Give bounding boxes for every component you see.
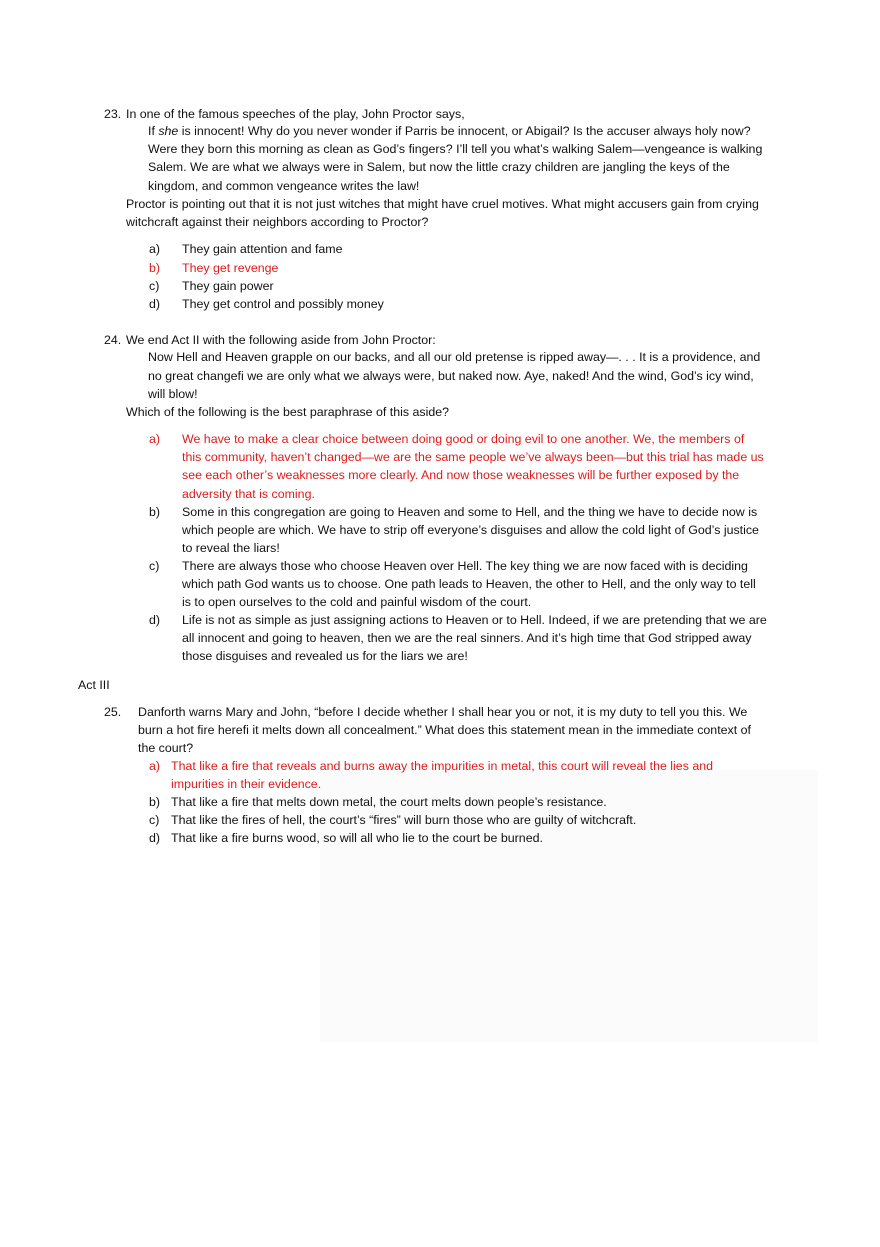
option-label: a) <box>149 432 161 446</box>
option-text: this community, haven’t changed—we are the same people we’ve always been—but this trial has made us <box>182 450 764 464</box>
question-text: the court? <box>138 741 194 755</box>
option-text: see each other’s weaknesses more clearly. And now those weaknesses will be further exposed by the <box>182 468 740 482</box>
quote-line: kingdom, and common vengeance writes the law! <box>148 179 420 193</box>
option-text: adversity that is coming. <box>182 487 315 501</box>
quote-line: Salem. We are what we always were in Salem, but now the little crazy children are jangling the keys of the <box>148 160 730 174</box>
option-text: They gain power <box>182 279 274 293</box>
option-text: to reveal the liars! <box>182 541 280 555</box>
question-text: Proctor is pointing out that it is not just witches that might have cruel motives. What might accusers gain from crying <box>126 197 759 211</box>
quote-line: If she is innocent! Why do you never wonder if Parris be innocent, or Abigail? Is the accuser always holy now? <box>148 124 751 138</box>
option-text: all innocent and going to heaven, then we are the real sinners. And it’s high time that God stripped away <box>182 631 752 645</box>
option-label: d) <box>149 613 161 627</box>
option-text: which people are which. We have to strip off everyone’s disguises and allow the cold light of God’s justice <box>182 523 759 537</box>
question-number: 23. <box>104 107 122 121</box>
question-intro: In one of the famous speeches of the play, John Proctor says, <box>126 107 465 121</box>
question-number: 25. <box>104 705 122 719</box>
option-text: Some in this congregation are going to Heaven and some to Hell, and the thing we have to decide now is <box>182 505 758 519</box>
option-label: a) <box>149 242 161 256</box>
option-label: a) <box>149 759 161 773</box>
option-text: They get revenge <box>182 261 279 275</box>
section-heading-act-3: Act III <box>78 678 110 692</box>
question-number: 24. <box>104 333 122 347</box>
question-text: burn a hot fire herefi it melts down all concealment.” What does this statement mean in the immediate context of <box>138 723 751 737</box>
option-label: d) <box>149 831 161 845</box>
question-text: Danforth warns Mary and John, “before I decide whether I shall hear you or not, it is my duty to tell you this. We <box>138 705 748 719</box>
option-label: b) <box>149 505 161 519</box>
quote-line: no great changefi we are only what we always were, but naked now. Aye, naked! And the wind, God’s icy wind, <box>148 369 754 383</box>
option-text: They gain attention and fame <box>182 242 343 256</box>
option-label: b) <box>149 795 161 809</box>
quote-line: will blow! <box>148 387 198 401</box>
question-text: witchcraft against their neighbors according to Proctor? <box>126 215 429 229</box>
option-text: That like a fire burns wood, so will all who lie to the court be burned. <box>171 831 543 845</box>
option-text: those disguises and revealed us for the liars we are! <box>182 649 468 663</box>
option-text: That like a fire that reveals and burns away the impurities in metal, this court will reveal the lies and <box>171 759 713 773</box>
question-text: Which of the following is the best paraphrase of this aside? <box>126 405 450 419</box>
option-label: c) <box>149 559 160 573</box>
option-text: Life is not as simple as just assigning actions to Heaven or to Hell. Indeed, if we are pretending that we are <box>182 613 767 627</box>
option-text: They get control and possibly money <box>182 297 384 311</box>
option-text: That like the fires of hell, the court’s “fires” will burn those who are guilty of witchcraft. <box>171 813 637 827</box>
option-text: That like a fire that melts down metal, the court melts down people’s resistance. <box>171 795 607 809</box>
option-text: is to open ourselves to the cold and painful wisdom of the court. <box>182 595 532 609</box>
option-text: There are always those who choose Heaven over Hell. The key thing we are now faced with is deciding <box>182 559 748 573</box>
option-text: which path God wants us to choose. One path leads to Heaven, the other to Hell, and the only way to tell <box>182 577 756 591</box>
option-label: c) <box>149 813 160 827</box>
quote-line: Now Hell and Heaven grapple on our backs, and all our old pretense is ripped away—. . . It is a providence, and <box>148 350 761 364</box>
quote-line: Were they born this morning as clean as God’s fingers? I’ll tell you what’s walking Salem—vengeance is walking <box>148 142 763 156</box>
question-intro: We end Act II with the following aside from John Proctor: <box>126 333 436 347</box>
option-label: b) <box>149 261 161 275</box>
option-label: d) <box>149 297 161 311</box>
option-text: impurities in their evidence. <box>171 777 322 791</box>
option-text: We have to make a clear choice between doing good or doing evil to one another. We, the members of <box>182 432 745 446</box>
option-label: c) <box>149 279 160 293</box>
